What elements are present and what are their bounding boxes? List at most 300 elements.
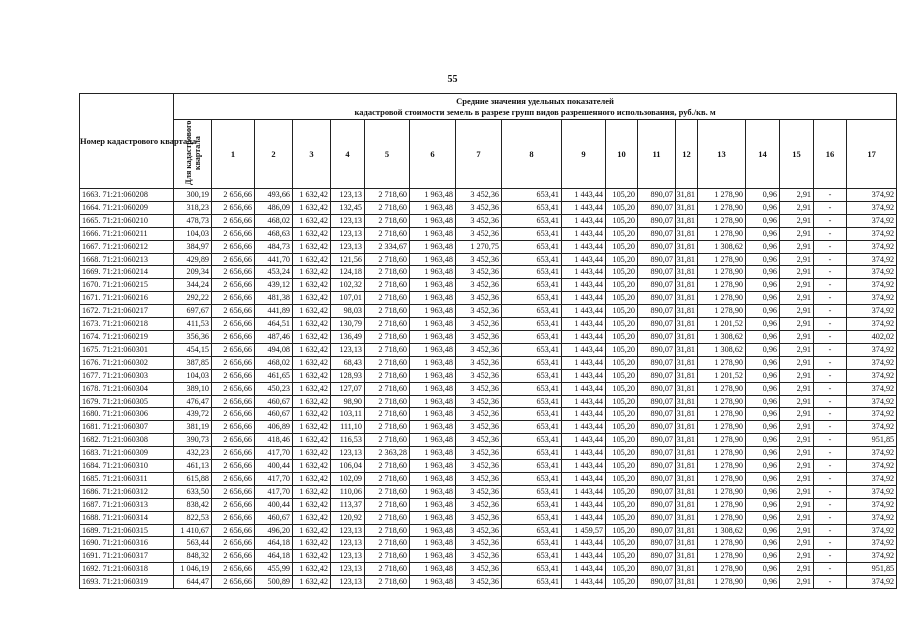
table-row — [80, 305, 897, 318]
value-cell: - — [814, 382, 847, 395]
value-cell: 848,32 — [174, 550, 212, 563]
group-column-header: 4 — [331, 120, 365, 189]
value-cell: 890,07 — [638, 292, 676, 305]
value-cell: 653,41 — [502, 537, 562, 550]
value-cell: 374,92 — [847, 537, 897, 550]
value-cell: 468,02 — [255, 214, 293, 227]
value-cell: 1 963,48 — [410, 343, 456, 356]
group-column-header: 7 — [456, 120, 502, 189]
value-cell: 890,07 — [638, 189, 676, 202]
value-cell: 1 278,90 — [698, 485, 746, 498]
value-cell: 2,91 — [780, 472, 814, 485]
value-cell: 1 278,90 — [698, 472, 746, 485]
value-cell: 1 632,42 — [293, 266, 331, 279]
value-cell: 1 443,44 — [562, 550, 606, 563]
value-cell: 1 963,48 — [410, 369, 456, 382]
value-cell: 105,20 — [606, 369, 638, 382]
value-cell: 105,20 — [606, 292, 638, 305]
value-cell: 653,41 — [502, 318, 562, 331]
value-cell: 31,81 — [676, 460, 698, 473]
value-cell: 384,97 — [174, 240, 212, 253]
value-cell: 136,49 — [331, 330, 365, 343]
value-cell: 1 632,42 — [293, 472, 331, 485]
value-cell: 1 278,90 — [698, 253, 746, 266]
value-cell: - — [814, 227, 847, 240]
value-cell: 653,41 — [502, 343, 562, 356]
value-cell: 31,81 — [676, 189, 698, 202]
value-cell: 1 963,48 — [410, 563, 456, 576]
value-cell: 0,96 — [746, 472, 780, 485]
value-cell: 292,22 — [174, 292, 212, 305]
value-cell: 1 963,48 — [410, 330, 456, 343]
value-cell: 653,41 — [502, 369, 562, 382]
value-cell: 1 308,62 — [698, 343, 746, 356]
value-cell: 1 963,48 — [410, 472, 456, 485]
value-cell: 890,07 — [638, 227, 676, 240]
value-cell: 31,81 — [676, 343, 698, 356]
value-cell: 1 278,90 — [698, 279, 746, 292]
value-cell: 633,50 — [174, 485, 212, 498]
cadastral-quarter-cell: 1688. 71:21:060314 — [80, 511, 174, 524]
cadastral-quarter-cell: 1667. 71:21:060212 — [80, 240, 174, 253]
table-row — [80, 460, 897, 473]
cadastral-quarter-cell: 1668. 71:21:060213 — [80, 253, 174, 266]
value-cell: 890,07 — [638, 343, 676, 356]
value-cell: 2 656,66 — [212, 498, 255, 511]
value-cell: 31,81 — [676, 305, 698, 318]
value-cell: 102,09 — [331, 472, 365, 485]
value-cell: 2,91 — [780, 408, 814, 421]
value-cell: 105,20 — [606, 279, 638, 292]
value-cell: 105,20 — [606, 460, 638, 473]
value-cell: 460,67 — [255, 395, 293, 408]
cadastral-quarter-cell: 1663. 71:21:060208 — [80, 189, 174, 202]
value-cell: 890,07 — [638, 214, 676, 227]
value-cell: 2,91 — [780, 498, 814, 511]
value-cell: 439,12 — [255, 279, 293, 292]
value-cell: 1 201,52 — [698, 318, 746, 331]
cadastral-quarter-cell: 1679. 71:21:060305 — [80, 395, 174, 408]
value-cell: 1 278,90 — [698, 563, 746, 576]
value-cell: 113,37 — [331, 498, 365, 511]
value-cell: 400,44 — [255, 498, 293, 511]
group-column-header: 3 — [293, 120, 331, 189]
value-cell: 2 656,66 — [212, 563, 255, 576]
value-cell: 653,41 — [502, 279, 562, 292]
value-cell: - — [814, 563, 847, 576]
value-cell: 2 718,60 — [365, 330, 410, 343]
value-cell: 0,96 — [746, 343, 780, 356]
value-cell: 103,11 — [331, 408, 365, 421]
value-cell: - — [814, 408, 847, 421]
value-cell: 123,13 — [331, 343, 365, 356]
value-cell: 374,92 — [847, 227, 897, 240]
value-cell: 1 443,44 — [562, 279, 606, 292]
value-cell: 0,96 — [746, 279, 780, 292]
value-cell: 31,81 — [676, 330, 698, 343]
table-row — [80, 318, 897, 331]
cadastral-quarter-cell: 1676. 71:21:060302 — [80, 356, 174, 369]
value-cell: 390,73 — [174, 434, 212, 447]
value-cell: 1 443,44 — [562, 330, 606, 343]
value-cell: 1 963,48 — [410, 421, 456, 434]
value-cell: 31,81 — [676, 253, 698, 266]
value-cell: - — [814, 524, 847, 537]
value-cell: 374,92 — [847, 472, 897, 485]
value-cell: - — [814, 485, 847, 498]
value-cell: 890,07 — [638, 305, 676, 318]
table-row — [80, 576, 897, 589]
value-cell: 1 443,44 — [562, 189, 606, 202]
value-cell: 105,20 — [606, 189, 638, 202]
value-cell: 0,96 — [746, 214, 780, 227]
value-cell: 98,90 — [331, 395, 365, 408]
value-cell: 2 656,66 — [212, 279, 255, 292]
value-cell: 2,91 — [780, 369, 814, 382]
value-cell: 1 443,44 — [562, 434, 606, 447]
value-cell: 890,07 — [638, 382, 676, 395]
value-cell: 31,81 — [676, 472, 698, 485]
value-cell: - — [814, 434, 847, 447]
cadastral-quarter-cell: 1682. 71:21:060308 — [80, 434, 174, 447]
value-cell: 2 718,60 — [365, 201, 410, 214]
value-cell: 460,67 — [255, 408, 293, 421]
value-cell: 2 718,60 — [365, 214, 410, 227]
value-cell: - — [814, 330, 847, 343]
value-cell: 1 443,44 — [562, 369, 606, 382]
value-cell: 374,92 — [847, 266, 897, 279]
value-cell: 2,91 — [780, 330, 814, 343]
value-cell: 3 452,36 — [456, 524, 502, 537]
value-cell: 1 963,48 — [410, 447, 456, 460]
value-cell: 1 632,42 — [293, 485, 331, 498]
value-cell: 2,91 — [780, 292, 814, 305]
value-cell: 653,41 — [502, 524, 562, 537]
value-cell: 2 718,60 — [365, 460, 410, 473]
value-cell: 2 718,60 — [365, 318, 410, 331]
value-cell: 2 656,66 — [212, 369, 255, 382]
cadastral-quarter-cell: 1689. 71:21:060315 — [80, 524, 174, 537]
value-cell: 0,96 — [746, 395, 780, 408]
table-row — [80, 447, 897, 460]
value-cell: 1 443,44 — [562, 498, 606, 511]
value-cell: 1 963,48 — [410, 266, 456, 279]
value-cell: 0,96 — [746, 292, 780, 305]
value-cell: 890,07 — [638, 563, 676, 576]
value-cell: 494,08 — [255, 343, 293, 356]
value-cell: 2,91 — [780, 421, 814, 434]
value-cell: 1 443,44 — [562, 356, 606, 369]
value-cell: - — [814, 240, 847, 253]
value-cell: 3 452,36 — [456, 201, 502, 214]
value-cell: 1 632,42 — [293, 395, 331, 408]
value-cell: 31,81 — [676, 201, 698, 214]
value-cell: 2 656,66 — [212, 214, 255, 227]
value-cell: 105,20 — [606, 550, 638, 563]
value-cell: 2,91 — [780, 266, 814, 279]
table-row — [80, 356, 897, 369]
cadastral-quarter-cell: 1693. 71:21:060319 — [80, 576, 174, 589]
value-cell: 105,20 — [606, 214, 638, 227]
value-cell: 105,20 — [606, 421, 638, 434]
value-cell: 1 963,48 — [410, 408, 456, 421]
value-cell: 2 718,60 — [365, 563, 410, 576]
quarter-number-header: Номер кадастрового квартала — [80, 94, 174, 189]
value-cell: 890,07 — [638, 201, 676, 214]
value-cell: 890,07 — [638, 240, 676, 253]
value-cell: 2 656,66 — [212, 524, 255, 537]
value-cell: 1 963,48 — [410, 356, 456, 369]
value-cell: 615,88 — [174, 472, 212, 485]
value-cell: 890,07 — [638, 472, 676, 485]
value-cell: 406,89 — [255, 421, 293, 434]
value-cell: 653,41 — [502, 201, 562, 214]
value-cell: 0,96 — [746, 524, 780, 537]
value-cell: 1 963,48 — [410, 382, 456, 395]
value-cell: 1 278,90 — [698, 550, 746, 563]
value-cell: 476,47 — [174, 395, 212, 408]
value-cell: 454,15 — [174, 343, 212, 356]
group-column-header: 10 — [606, 120, 638, 189]
value-cell: 653,41 — [502, 189, 562, 202]
value-cell: 653,41 — [502, 240, 562, 253]
value-cell: 1 443,44 — [562, 485, 606, 498]
value-cell: 1 632,42 — [293, 511, 331, 524]
value-cell: 1 632,42 — [293, 227, 331, 240]
value-cell: 104,03 — [174, 369, 212, 382]
group-column-header: 2 — [255, 120, 293, 189]
value-cell: 0,96 — [746, 447, 780, 460]
value-cell: 2 656,66 — [212, 537, 255, 550]
value-cell: 1 443,44 — [562, 382, 606, 395]
value-cell: 130,79 — [331, 318, 365, 331]
value-cell: 68,43 — [331, 356, 365, 369]
value-cell: 31,81 — [676, 266, 698, 279]
value-cell: 31,81 — [676, 279, 698, 292]
value-cell: 318,23 — [174, 201, 212, 214]
value-cell: 1 632,42 — [293, 253, 331, 266]
value-cell: 123,13 — [331, 214, 365, 227]
cadastral-quarter-cell: 1677. 71:21:060303 — [80, 369, 174, 382]
value-cell: 1 443,44 — [562, 318, 606, 331]
value-cell: 374,92 — [847, 305, 897, 318]
value-cell: - — [814, 447, 847, 460]
value-cell: 3 452,36 — [456, 408, 502, 421]
value-cell: 487,46 — [255, 330, 293, 343]
value-cell: - — [814, 537, 847, 550]
value-cell: 461,13 — [174, 460, 212, 473]
value-cell: 653,41 — [502, 305, 562, 318]
value-cell: 374,92 — [847, 201, 897, 214]
value-cell: 417,70 — [255, 472, 293, 485]
value-cell: 2 656,66 — [212, 421, 255, 434]
value-cell: 344,24 — [174, 279, 212, 292]
value-cell: 374,92 — [847, 382, 897, 395]
value-cell: 2,91 — [780, 240, 814, 253]
value-cell: 2,91 — [780, 485, 814, 498]
table-row — [80, 189, 897, 202]
group-column-header: 17 — [847, 120, 897, 189]
value-cell: 105,20 — [606, 576, 638, 589]
value-cell: 1 632,42 — [293, 369, 331, 382]
value-cell: 2 718,60 — [365, 537, 410, 550]
table-row — [80, 524, 897, 537]
value-cell: 2,91 — [780, 279, 814, 292]
value-cell: 2 718,60 — [365, 279, 410, 292]
value-cell: 2,91 — [780, 524, 814, 537]
value-cell: 2 656,66 — [212, 330, 255, 343]
table-row — [80, 550, 897, 563]
value-cell: 0,96 — [746, 201, 780, 214]
value-cell: 1 278,90 — [698, 421, 746, 434]
value-cell: 1 278,90 — [698, 201, 746, 214]
value-cell: 0,96 — [746, 189, 780, 202]
value-cell: 890,07 — [638, 460, 676, 473]
value-cell: - — [814, 472, 847, 485]
cadastral-quarter-cell: 1675. 71:21:060301 — [80, 343, 174, 356]
value-cell: 644,47 — [174, 576, 212, 589]
value-cell: 31,81 — [676, 447, 698, 460]
value-cell: 417,70 — [255, 485, 293, 498]
group-column-header: 8 — [502, 120, 562, 189]
value-cell: 1 632,42 — [293, 537, 331, 550]
value-cell: 1 632,42 — [293, 214, 331, 227]
value-cell: 3 452,36 — [456, 343, 502, 356]
value-cell: 460,67 — [255, 511, 293, 524]
value-cell: 441,70 — [255, 253, 293, 266]
value-cell: 653,41 — [502, 395, 562, 408]
value-cell: 3 452,36 — [456, 330, 502, 343]
value-cell: 1 963,48 — [410, 189, 456, 202]
value-cell: 0,96 — [746, 240, 780, 253]
value-cell: 2,91 — [780, 395, 814, 408]
value-cell: 0,96 — [746, 460, 780, 473]
value-cell: 0,96 — [746, 498, 780, 511]
value-cell: 1 443,44 — [562, 460, 606, 473]
value-cell: 105,20 — [606, 240, 638, 253]
value-cell: 105,20 — [606, 524, 638, 537]
group-column-header: 1 — [212, 120, 255, 189]
value-cell: 2 718,60 — [365, 576, 410, 589]
value-cell: 1 443,44 — [562, 343, 606, 356]
value-cell: 374,92 — [847, 421, 897, 434]
value-cell: 2,91 — [780, 227, 814, 240]
value-cell: 838,42 — [174, 498, 212, 511]
cadastral-quarter-cell: 1692. 71:21:060318 — [80, 563, 174, 576]
value-cell: 453,24 — [255, 266, 293, 279]
value-cell: 105,20 — [606, 201, 638, 214]
value-cell: 1 278,90 — [698, 511, 746, 524]
table-row — [80, 227, 897, 240]
value-cell: 3 452,36 — [456, 395, 502, 408]
value-cell: 2 718,60 — [365, 434, 410, 447]
value-cell: 1 963,48 — [410, 434, 456, 447]
group-column-header: 12 — [676, 120, 698, 189]
value-cell: 441,89 — [255, 305, 293, 318]
value-cell: 468,63 — [255, 227, 293, 240]
value-cell: 1 201,52 — [698, 369, 746, 382]
value-cell: - — [814, 356, 847, 369]
value-cell: 2 718,60 — [365, 266, 410, 279]
table-row — [80, 279, 897, 292]
value-cell: 1 963,48 — [410, 292, 456, 305]
group-column-header: 6 — [410, 120, 456, 189]
value-cell: 105,20 — [606, 356, 638, 369]
value-cell: 123,13 — [331, 550, 365, 563]
value-cell: 890,07 — [638, 408, 676, 421]
value-cell: 1 963,48 — [410, 253, 456, 266]
value-cell: 1 278,90 — [698, 266, 746, 279]
value-cell: 105,20 — [606, 318, 638, 331]
value-cell: 116,53 — [331, 434, 365, 447]
value-cell: 31,81 — [676, 421, 698, 434]
value-cell: 2,91 — [780, 576, 814, 589]
value-cell: 890,07 — [638, 511, 676, 524]
value-cell: 3 452,36 — [456, 356, 502, 369]
value-cell: 105,20 — [606, 343, 638, 356]
cadastral-quarter-cell: 1691. 71:21:060317 — [80, 550, 174, 563]
table-row — [80, 343, 897, 356]
table-title-line-2: кадастровой стоимости земель в разрезе групп видов разрешенного использования, руб./кв. м — [354, 106, 716, 117]
value-cell: 1 443,44 — [562, 214, 606, 227]
value-cell: 951,85 — [847, 563, 897, 576]
group-column-header: 15 — [780, 120, 814, 189]
value-cell: 356,36 — [174, 330, 212, 343]
value-cell: 374,92 — [847, 550, 897, 563]
value-cell: 890,07 — [638, 485, 676, 498]
value-cell: 1 632,42 — [293, 434, 331, 447]
value-cell: 439,72 — [174, 408, 212, 421]
value-cell: 2 718,60 — [365, 343, 410, 356]
value-cell: 132,45 — [331, 201, 365, 214]
value-cell: 2 656,66 — [212, 472, 255, 485]
value-cell: - — [814, 498, 847, 511]
value-cell: 102,32 — [331, 279, 365, 292]
value-cell: - — [814, 214, 847, 227]
value-cell: 31,81 — [676, 227, 698, 240]
value-cell: 1 308,62 — [698, 524, 746, 537]
value-cell: 374,92 — [847, 447, 897, 460]
value-cell: 653,41 — [502, 382, 562, 395]
value-cell: 3 452,36 — [456, 382, 502, 395]
value-cell: 0,96 — [746, 227, 780, 240]
value-cell: 300,19 — [174, 189, 212, 202]
value-cell: 128,93 — [331, 369, 365, 382]
value-cell: 2,91 — [780, 511, 814, 524]
value-cell: 374,92 — [847, 576, 897, 589]
value-cell: 1 963,48 — [410, 227, 456, 240]
table-row — [80, 369, 897, 382]
value-cell: 2 656,66 — [212, 576, 255, 589]
table-row — [80, 253, 897, 266]
value-cell: - — [814, 253, 847, 266]
value-cell: 374,92 — [847, 524, 897, 537]
value-cell: 1 443,44 — [562, 292, 606, 305]
value-cell: 31,81 — [676, 524, 698, 537]
value-cell: 1 443,44 — [562, 266, 606, 279]
value-cell: 374,92 — [847, 214, 897, 227]
value-cell: 1 278,90 — [698, 460, 746, 473]
value-cell: 105,20 — [606, 253, 638, 266]
value-cell: 890,07 — [638, 550, 676, 563]
value-cell: 450,23 — [255, 382, 293, 395]
table-body — [80, 189, 897, 589]
value-cell: 0,96 — [746, 537, 780, 550]
value-cell: 1 632,42 — [293, 330, 331, 343]
value-cell: 3 452,36 — [456, 576, 502, 589]
quarter-column-label: Для кадастрового квартала — [183, 120, 202, 186]
value-cell: 374,92 — [847, 318, 897, 331]
